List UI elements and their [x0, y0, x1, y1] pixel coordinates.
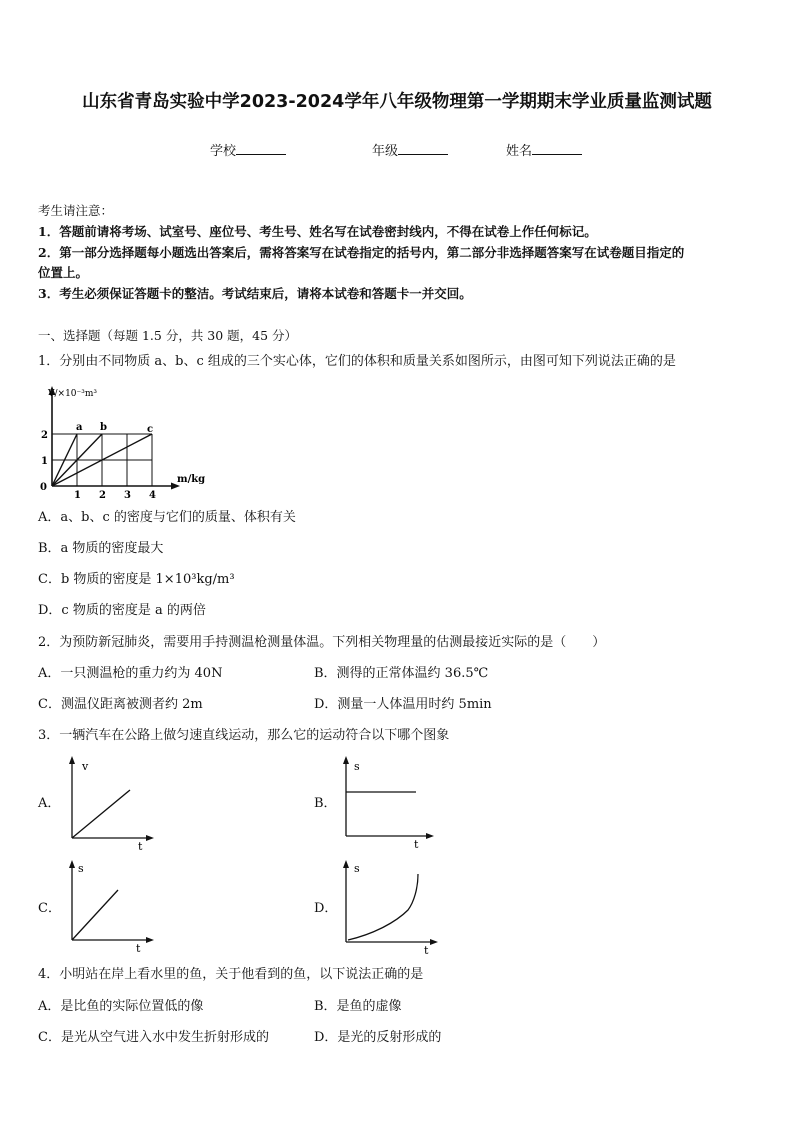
q3-graph-a-line [72, 790, 130, 838]
q3-stem: 3．一辆汽车在公路上做匀速直线运动，那么它的运动符合以下哪个图象 [38, 728, 450, 743]
q3-option-b[interactable]: B． [314, 796, 337, 811]
q4-option-a[interactable]: A．是比鱼的实际位置低的像 [38, 999, 204, 1014]
q3-option-d[interactable]: D． [314, 901, 338, 916]
school-label: 学校 [210, 144, 237, 159]
q3-option-c[interactable]: C． [38, 901, 61, 916]
q3-graph-a[interactable] [58, 752, 158, 852]
q1-label-b: b [100, 422, 107, 433]
q3-graph-c-xlabel: t [136, 942, 141, 955]
q3-graph-d-curve [348, 874, 418, 940]
q1-xtick-2: 2 [99, 490, 106, 501]
q3-graph-d[interactable] [334, 856, 444, 956]
q2-stem: 2．为预防新冠肺炎，需要用手持测温枪测量体温。下列相关物理量的估测最接近实际的是（ ） [38, 635, 606, 650]
q3-graph-c-ylabel: s [78, 862, 84, 875]
q1-xlabel: m/kg [177, 474, 206, 485]
q3-graph-a-ylabel: v [82, 760, 89, 773]
q3-graph-b-xlabel: t [414, 838, 419, 851]
q3-graph-c-line [72, 890, 118, 940]
school-field[interactable] [210, 140, 286, 159]
q4-option-d[interactable]: D．是光的反射形成的 [314, 1030, 442, 1045]
page-title: 山东省青岛实验中学2023-2024学年八年级物理第一学期期末学业质量监测试题 [82, 92, 712, 112]
q1-label-c: c [147, 424, 154, 435]
q4-stem: 4．小明站在岸上看水里的鱼，关于他看到的鱼，以下说法正确的是 [38, 967, 424, 982]
q2-option-a[interactable]: A．一只测温枪的重力约为 40N [38, 666, 223, 681]
q1-option-a[interactable]: A．a、b、c 的密度与它们的质量、体积有关 [38, 510, 296, 525]
q1-xtick-3: 3 [124, 490, 131, 501]
q3-graph-a-xlabel: t [138, 840, 143, 852]
notice-item-1: 1．答题前请将考场、试室号、座位号、考生号、姓名写在试卷密封线内，不得在试卷上作任何标记。 [38, 224, 597, 239]
q1-ytick-2: 2 [41, 430, 48, 441]
q1-xtick-4: 4 [149, 490, 156, 501]
q1-option-c[interactable]: C．b 物质的密度是 1×10³kg/m³ [38, 572, 235, 587]
name-field[interactable] [506, 140, 582, 159]
q1-origin: 0 [40, 482, 47, 493]
grade-field[interactable] [372, 140, 448, 159]
q1-option-b[interactable]: B．a 物质的密度最大 [38, 541, 164, 556]
notice-item-3: 3．考生必须保证答题卡的整洁。考试结束后，请将本试卷和答题卡一并交回。 [38, 286, 472, 301]
q3-graph-d-xlabel: t [424, 944, 429, 956]
q3-graph-b-ylabel: s [354, 760, 360, 773]
section-heading: 一、选择题（每题 1.5 分，共 30 题，45 分） [38, 328, 298, 343]
notice-item-2-cont: 位置上。 [38, 265, 89, 280]
q1-option-d[interactable]: D．c 物质的密度是 a 的两倍 [38, 603, 206, 618]
name-label: 姓名 [506, 144, 533, 159]
q3-option-a[interactable]: A． [38, 796, 61, 811]
notice-heading: 考生请注意： [38, 203, 114, 218]
q1-volume-mass-graph [36, 382, 216, 502]
grade-label: 年级 [372, 144, 399, 159]
q3-graph-b[interactable] [334, 752, 438, 852]
q2-option-c[interactable]: C．测温仪距离被测者约 2m [38, 697, 203, 712]
q1-ytick-1: 1 [41, 456, 48, 467]
q4-option-c[interactable]: C．是光从空气进入水中发生折射形成的 [38, 1030, 269, 1045]
q3-graph-c[interactable] [58, 856, 158, 956]
q1-stem: 1．分别由不同物质 a、b、c 组成的三个实心体，它们的体积和质量关系如图所示，由图可知下列说法正确的是 [38, 354, 676, 369]
q2-option-d[interactable]: D．测量一人体温用时约 5min [314, 697, 492, 712]
q1-label-a: a [76, 422, 83, 433]
q4-option-b[interactable]: B．是鱼的虚像 [314, 999, 402, 1014]
q1-xtick-1: 1 [74, 490, 81, 501]
q2-option-b[interactable]: B．测得的正常体温约 36.5℃ [314, 666, 489, 681]
notice-item-2: 2．第一部分选择题每小题选出答案后，需将答案写在试卷指定的括号内，第二部分非选择题答案写在试卷题目指定的 [38, 245, 685, 260]
q3-graph-d-ylabel: s [354, 862, 360, 875]
q1-ylabel: V/×10⁻³m³ [48, 389, 98, 399]
